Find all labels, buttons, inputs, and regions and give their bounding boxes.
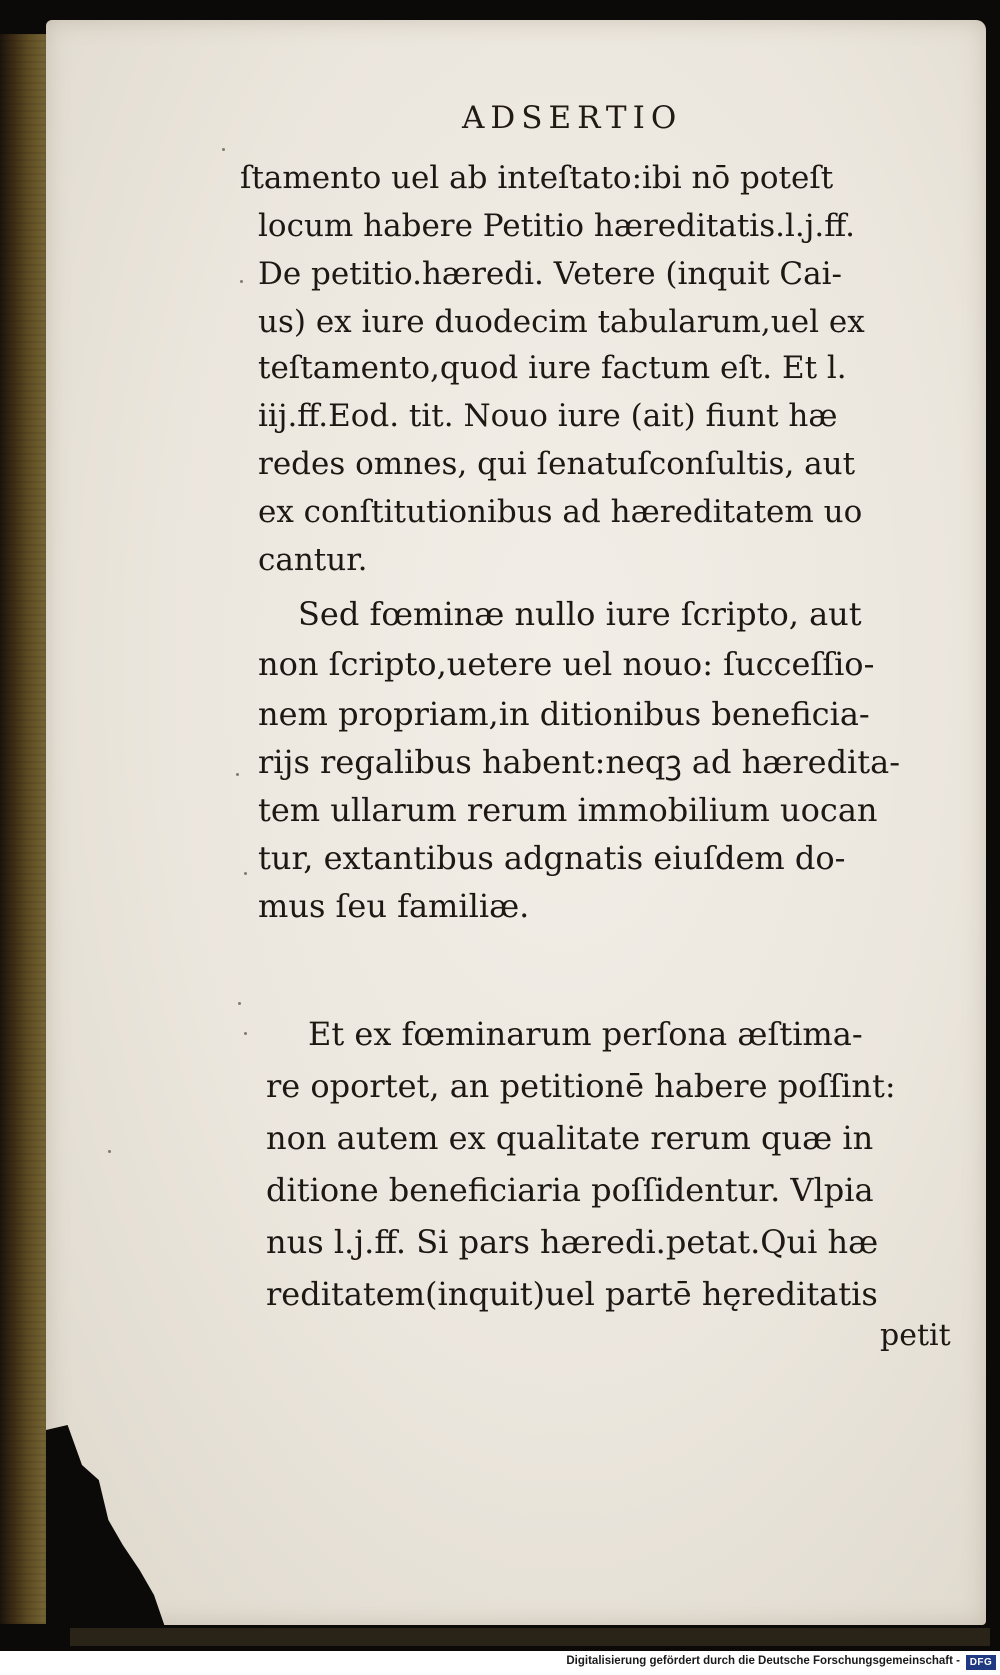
text-line: redes omnes, qui ſenatuſconſultis, aut [258, 446, 856, 482]
ink-speck [236, 773, 239, 776]
text-line: teſtamento,quod iure factum eſt. Et l. [258, 350, 847, 386]
ink-speck [108, 1150, 111, 1153]
text-line: tem ullarum rerum immobilium uocan [258, 791, 878, 829]
dfg-logo-icon: DFG [966, 1655, 996, 1670]
text-line: iij.ff.Eod. tit. Nouo iure (ait) fiunt hæ [258, 398, 838, 434]
scan-ruler-strip [70, 1628, 990, 1646]
text-line: reditatem(inquit)uel partē hęreditatis [266, 1275, 878, 1313]
text-line: non ſcripto,uetere uel nouo: ſucceſſio‑ [258, 645, 875, 683]
text-line: ditione beneficiaria poſſidentur. Vlpia [266, 1171, 874, 1209]
text-line: ex conſtitutionibus ad hæreditatem uo [258, 494, 863, 530]
footer-bar [0, 1651, 1000, 1675]
text-line: De petitio.hæredi. Vetere (inquit Cai‑ [258, 256, 843, 292]
text-line: locum habere Petitio hæreditatis.l.j.ff. [258, 208, 855, 244]
text-line: Et ex fœminarum perſona æſtima‑ [308, 1015, 863, 1053]
text-line: nus l.j.ff. Si pars hæredi.petat.Qui hæ [266, 1223, 879, 1261]
text-line: nem propriam,in ditionibus beneficia‑ [258, 695, 870, 733]
text-line: us) ex iure duodecim tabularum,uel ex [258, 304, 865, 340]
text-line: Sed fœminæ nullo iure ſcripto, aut [298, 595, 862, 633]
text-line: tur, extantibus adgnatis eiuſdem do‑ [258, 839, 846, 877]
ink-speck [222, 148, 225, 151]
ink-speck [244, 1032, 247, 1035]
catchword: petit [880, 1318, 951, 1353]
ink-speck [244, 872, 247, 875]
footer-credit: Digitalisierung gefördert durch die Deutsche Forschungsgemeinschaft - [566, 1655, 960, 1667]
text-line: non autem ex qualitate rerum quæ in [266, 1119, 874, 1157]
text-line: rijs regalibus habent:neqꝫ ad hæredita‑ [258, 743, 901, 781]
text-line: cantur. [258, 542, 368, 578]
ink-speck [240, 280, 243, 283]
text-line: ſtamento uel ab inteſtato:ibi nō poteſt [240, 160, 834, 196]
text-line: mus ſeu familiæ. [258, 887, 530, 925]
ink-speck [238, 1002, 241, 1005]
text-line: re oportet, an petitionē habere poſſint: [266, 1067, 896, 1105]
running-head: ADSERTIO [462, 100, 683, 136]
